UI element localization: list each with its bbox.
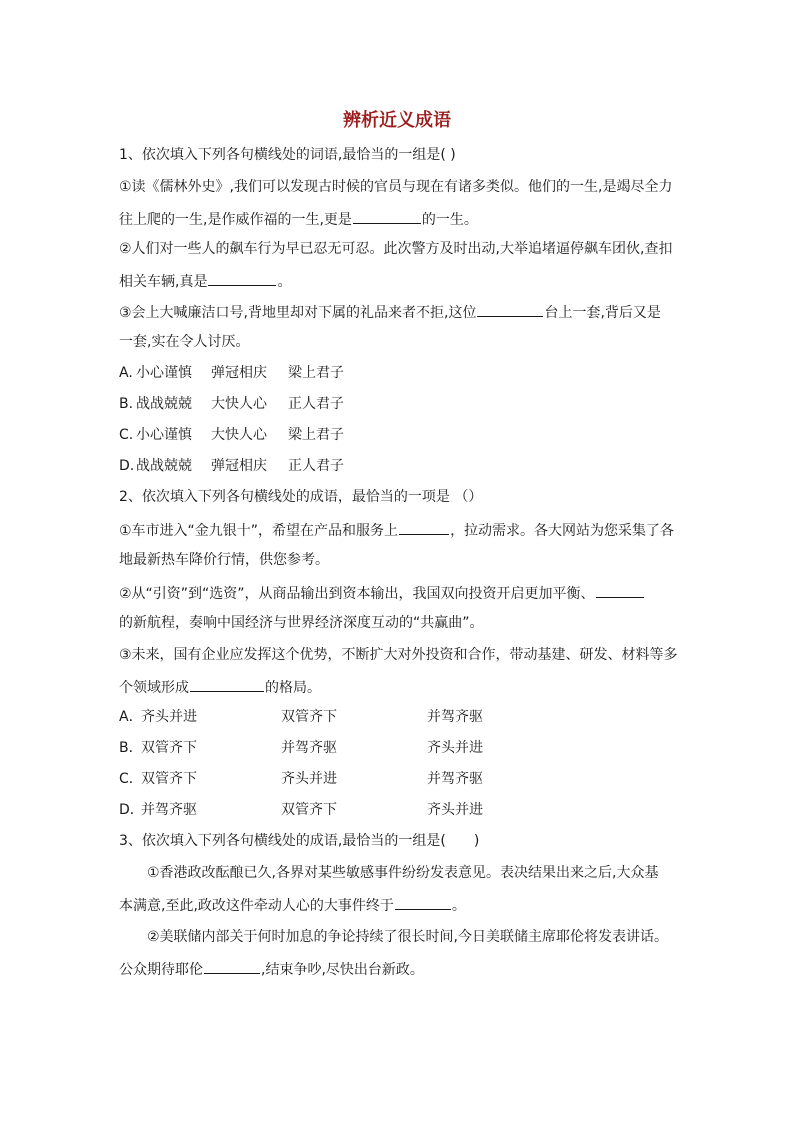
q1-option-c-label: C. (119, 427, 134, 443)
q1-sentence-2-line-1: ②人们对一些人的飙车行为早已忍无可忍。此次警方及时出动,大举追堵逼停飙车团伙,查扣 (119, 241, 673, 257)
fill-blank (477, 302, 543, 317)
q2-option-d-3: 齐头并进 (427, 802, 483, 818)
q1-option-a-label: A. (119, 365, 133, 381)
text: ③会上大喊廉洁口号,背地里却对下属的礼品来者不拒,这位 (119, 305, 477, 321)
q1-sentence-1-line-2 (119, 209, 478, 229)
text: 往上爬的一生,是作威作福的一生,更是 (119, 212, 352, 228)
text: ①车市进入“金九银十”，希望在产品和服务上 (119, 523, 399, 539)
q2-option-a-1: 齐头并进 (141, 709, 197, 725)
q1-option-d-label: D. (119, 458, 135, 474)
q1-option-b-label: B. (119, 396, 134, 412)
fill-blank (204, 959, 260, 974)
q2-option-d-2: 双管齐下 (281, 802, 337, 818)
q2-option-d-label: D． (119, 802, 144, 818)
q1-sentence-3-line-2: 一套,实在令人讨厌。 (119, 334, 250, 350)
q1-option-d-3: 正人君子 (288, 458, 344, 474)
text: 。 (451, 898, 466, 914)
q2-option-c-label: C． (119, 771, 143, 787)
q2-sentence-2-line-2: 的新航程，奏响中国经济与世界经济深度互动的“共赢曲”。 (119, 615, 484, 631)
q1-sentence-2-line-2 (119, 271, 291, 291)
q2-option-b-2: 并驾齐驱 (281, 740, 337, 756)
fill-blank (190, 677, 264, 692)
question-3-stem: 3、依次填入下列各句横线处的成语,最恰当的一组是( ) (119, 833, 480, 849)
text: 的格局。 (265, 680, 321, 696)
q1-option-c-2: 大快人心 (211, 427, 267, 443)
q1-sentence-3-line-1 (119, 302, 661, 322)
q2-option-b-1: 双管齐下 (141, 740, 197, 756)
q2-option-b-label: B． (119, 740, 143, 756)
text: ,结束争吵,尽快出台新政。 (261, 962, 424, 978)
q3-sentence-1-line-2 (119, 895, 466, 915)
q2-sentence-2-line-1 (119, 583, 645, 603)
text: ，拉动需求。各大网站为您采集了各 (450, 523, 675, 539)
question-2-stem: 2、依次填入下列各句横线处的成语，最恰当的一项是 （） (119, 489, 483, 505)
fill-blank (208, 271, 276, 286)
q1-option-b-3: 正人君子 (288, 396, 344, 412)
q2-sentence-3-line-1: ③未来，国有企业应发挥这个优势，不断扩大对外投资和合作，带动基建、研发、材料等多 (119, 647, 678, 663)
q3-sentence-1-line-1: ①香港政改酝酿已久,各界对某些敏感事件纷纷发表意见。表决结果出来之后,大众基 (147, 865, 659, 881)
question-1-stem: 1、依次填入下列各句横线处的词语,最恰当的一组是( ) (119, 147, 456, 163)
q1-option-d-2: 弹冠相庆 (211, 458, 267, 474)
q2-option-c-2: 齐头并进 (281, 771, 337, 787)
q2-option-c-3: 并驾齐驱 (427, 771, 483, 787)
text: 公众期待耶伦 (119, 962, 203, 978)
q1-option-a-3: 梁上君子 (288, 365, 344, 381)
q2-option-c-1: 双管齐下 (141, 771, 197, 787)
fill-blank (596, 583, 644, 598)
fill-blank (399, 520, 449, 535)
q2-option-a-3: 并驾齐驱 (427, 709, 483, 725)
q1-option-a-1: 小心谨慎 (136, 365, 192, 381)
q2-sentence-1-line-2: 地最新热车降价行情，供您参考。 (119, 552, 329, 568)
q2-option-b-3: 齐头并进 (427, 740, 483, 756)
text: 相关车辆,真是 (119, 274, 208, 290)
text: 个领域形成 (119, 680, 189, 696)
text: 本满意,至此,政改这件牵动人心的大事件终于 (119, 898, 394, 914)
q2-option-a-label: A． (119, 709, 143, 725)
q3-sentence-2-line-1: ②美联储内部关于何时加息的争论持续了很长时间,今日美联储主席耶伦将发表讲话。 (147, 929, 668, 945)
q1-option-a-2: 弹冠相庆 (211, 365, 267, 381)
q2-sentence-1-line-1 (119, 520, 674, 540)
q1-option-c-3: 梁上君子 (288, 427, 344, 443)
q1-option-b-1: 战战兢兢 (136, 396, 192, 412)
text: ②从“引资”到“选资”，从商品输出到资本输出，我国双向投资开启更加平衡、 (119, 586, 595, 602)
fill-blank (395, 895, 451, 910)
q2-option-d-1: 并驾齐驱 (141, 802, 197, 818)
text: 。 (277, 274, 292, 290)
q1-sentence-1-line-1: ①读《儒林外史》,我们可以发现古时候的官员与现在有诸多类似。他们的一生,是竭尽全力 (119, 179, 673, 195)
q1-option-c-1: 小心谨慎 (136, 427, 192, 443)
text: 的一生。 (421, 212, 478, 228)
fill-blank (353, 209, 421, 224)
q3-sentence-2-line-2 (119, 959, 424, 979)
q1-option-d-1: 战战兢兢 (136, 458, 192, 474)
text: 台上一套,背后又是 (544, 305, 661, 321)
q2-option-a-2: 双管齐下 (281, 709, 337, 725)
page-title: 辨析近义成语 (343, 110, 451, 131)
q1-option-b-2: 大快人心 (211, 396, 267, 412)
q2-sentence-3-line-2 (119, 677, 321, 697)
